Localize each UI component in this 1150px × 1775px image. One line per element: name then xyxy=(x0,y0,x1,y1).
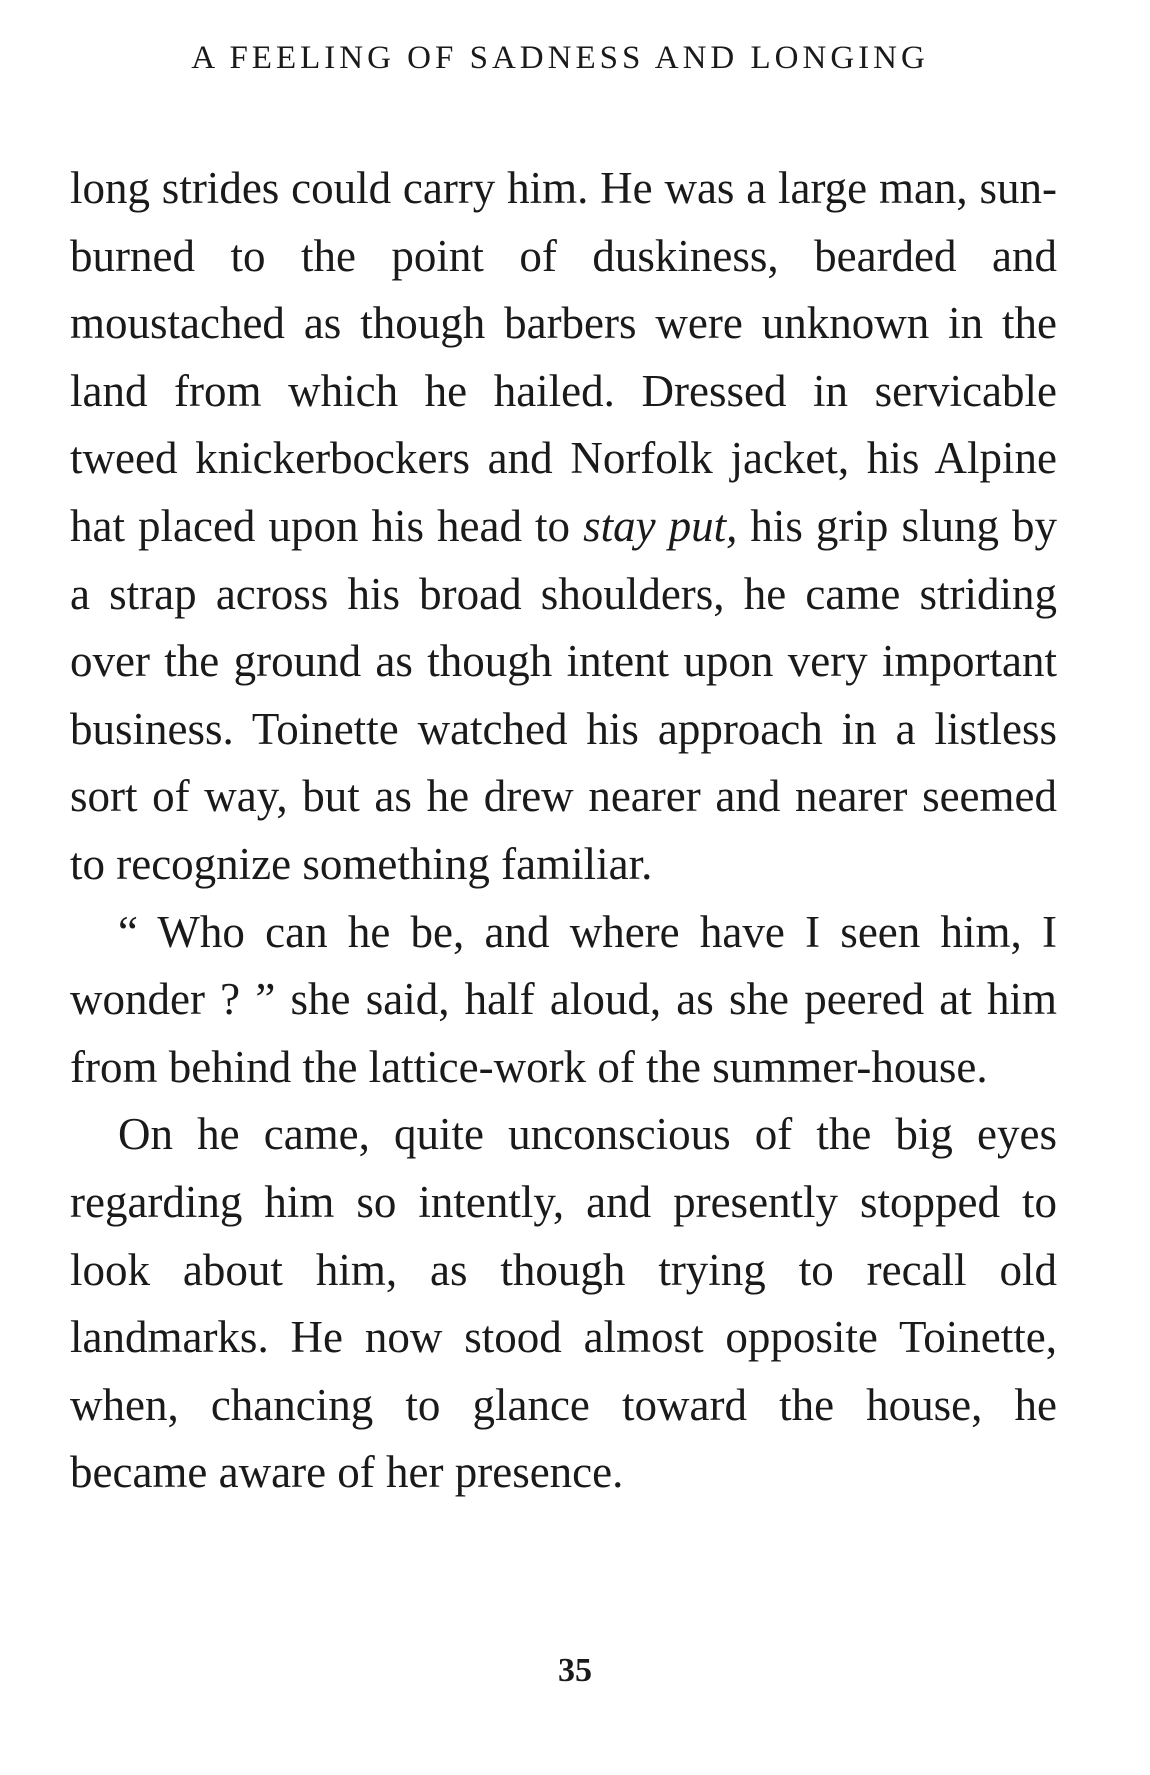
paragraph-3: On he came, quite unconscious of the big eyes regarding him so intently, and presently stopped to look about him, as though trying to recall old landmarks. He now stood almost opposite Toinette, when, chancing to glance toward the house, he became aware of her presence. xyxy=(70,1109,1057,1498)
paragraph-1 xyxy=(70,155,1057,899)
running-head: A FEELING OF SADNESS AND LONGING xyxy=(191,40,929,76)
paragraph-1-text-end: his grip slung by a strap across his broad shoulders, he came striding over the ground as though intent upon very important business. Toinette watched his approach in a listless sort of way, but as he drew nearer and nearer seemed to recognize something familiar. xyxy=(70,500,1057,889)
paragraph-2: “ Who can he be, and where have I seen him, I wonder ? ” she said, half aloud, as she peered at him from behind the lattice-work of the summer-house. xyxy=(70,906,1057,1092)
page-number: 35 xyxy=(558,1652,592,1689)
italic-phrase: stay put, xyxy=(583,500,738,551)
paragraph-1-text-start: long strides could carry him. He was a large man, sun-burned to the point of duskiness, bearded and moustached as though barbers were unknown in the land from which he hailed. Dressed in servicable tweed knickerbockers and Norfolk jacket, his Alpine hat placed upon his head to xyxy=(70,163,1057,551)
body-text xyxy=(70,155,1057,1507)
